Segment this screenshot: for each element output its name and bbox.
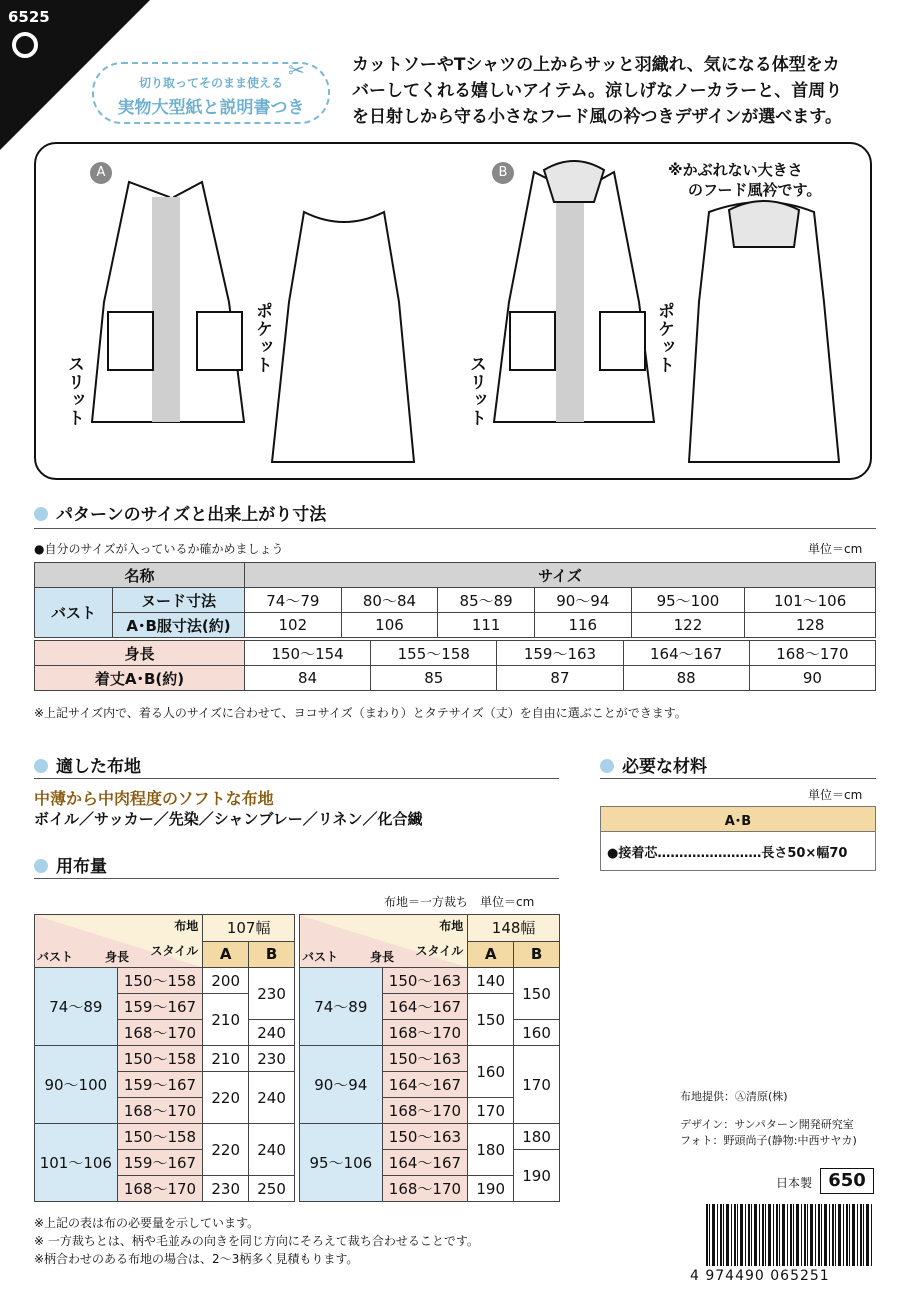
pocket-a-right: [197, 312, 242, 370]
height-range: 168〜170: [117, 1098, 203, 1124]
height-value: 155〜158: [371, 641, 497, 666]
yardage-a: 160: [468, 1046, 514, 1098]
credit-fabric: 布地提供：Ⓐ清原(株): [680, 1090, 788, 1103]
height-value: 164〜167: [623, 641, 749, 666]
yardage-a: 230: [203, 1176, 249, 1202]
yardage-b: 170: [514, 1046, 560, 1124]
materials-title-text: 必要な材料: [622, 757, 707, 777]
divider: [34, 778, 559, 779]
yardage-b: 240: [249, 1020, 295, 1046]
size-footnote: ※上記サイズ内で、着る人のサイズに合わせて、ヨコサイズ（まわり）とタテサイズ（丈）を自由に選ぶことができます。: [34, 706, 687, 720]
bust-range: 74〜89: [35, 968, 118, 1046]
barcode: [706, 1204, 872, 1270]
height-range: 164〜167: [382, 1072, 468, 1098]
length-value: 88: [623, 666, 749, 691]
height-range: 159〜167: [117, 994, 203, 1020]
fabric-highlight: 中薄から中肉程度のソフトな布地: [34, 789, 274, 808]
yardage-b: 230: [249, 968, 295, 1020]
intro-line: バーしてくれる嬉しいアイテム。涼しげなノーカラーと、首周り: [352, 81, 843, 101]
height-range: 168〜170: [382, 1098, 468, 1124]
yardage-footnote: ※上記の表は布の必要量を示しています。: [34, 1216, 260, 1230]
garment-value: 128: [745, 613, 876, 638]
style-b-label: B: [492, 162, 514, 184]
garment-value: 111: [438, 613, 535, 638]
yardage-corner-header: [35, 915, 203, 968]
height-range: 164〜167: [382, 1150, 468, 1176]
garment-value: 102: [245, 613, 342, 638]
size-check-note: ●自分のサイズが入っているか確かめましょう: [34, 542, 284, 556]
badge-line2: 実物大型紙と説明書つき: [117, 98, 305, 118]
size-section-title-text: パターンのサイズと出来上がり寸法: [56, 505, 327, 525]
fabric-title-text: 適した布地: [56, 757, 141, 777]
yardage-a: 210: [203, 1046, 249, 1072]
brand-logo-icon: [12, 32, 38, 58]
fabric-header-label: 布地: [439, 919, 464, 933]
garment-value: 122: [631, 613, 745, 638]
divider: [34, 878, 559, 879]
garment-value: 106: [341, 613, 438, 638]
slit-label-a: スリット: [64, 355, 84, 427]
height-range: 150〜158: [117, 1124, 203, 1150]
height-range: 168〜170: [382, 1176, 468, 1202]
height-range: 150〜158: [117, 968, 203, 994]
divider: [34, 528, 876, 529]
yardage-b: 230: [249, 1046, 295, 1072]
col-a: A: [468, 941, 514, 968]
fabric-section-title: [34, 752, 141, 777]
length-value: 87: [497, 666, 623, 691]
yardage-a: 220: [203, 1124, 249, 1176]
height-range: 150〜163: [382, 1124, 468, 1150]
bust-range: 101〜106: [35, 1124, 118, 1202]
height-range: 159〜167: [117, 1072, 203, 1098]
yardage-a: 170: [468, 1098, 514, 1124]
hood-note-line: のフード風衿です。: [688, 181, 822, 199]
nude-value: 80〜84: [341, 588, 438, 613]
yardage-a: 190: [468, 1176, 514, 1202]
height-table: [34, 640, 876, 691]
yardage-section-title: [34, 852, 107, 877]
height-label: 身長: [35, 641, 245, 666]
yardage-a: 180: [468, 1124, 514, 1176]
hood-collar-back: [729, 201, 799, 247]
pocket-label-b: ポケット: [654, 302, 674, 374]
bust-header-label: バスト: [302, 950, 339, 964]
yardage-footnote: ※柄合わせのある布地の場合は、2〜3柄多く見積もります。: [34, 1252, 359, 1266]
height-range: 150〜158: [117, 1046, 203, 1072]
yardage-b: 160: [514, 1020, 560, 1046]
hood-note-line: ※かぶれない大きさ: [668, 161, 803, 179]
col-a: A: [203, 941, 249, 968]
yardage-a: 150: [468, 994, 514, 1046]
vest-a-back: [272, 212, 414, 462]
yardage-title-text: 用布量: [56, 857, 107, 877]
height-range: 164〜167: [382, 994, 468, 1020]
badge-line1: 切り取ってそのまま使える: [138, 76, 283, 90]
style-header-label: スタイル: [415, 944, 464, 958]
yardage-b: 250: [249, 1176, 295, 1202]
style-header-label: スタイル: [150, 944, 199, 958]
hood-collar-front: [544, 161, 604, 202]
size-unit: 単位＝cm: [808, 542, 863, 556]
nude-value: 74〜79: [245, 588, 342, 613]
yardage-note: 布地＝一方裁ち 単位＝cm: [384, 895, 535, 909]
price: 650: [820, 1168, 874, 1194]
pocket-a-left: [108, 312, 153, 370]
yardage-b: 150: [514, 968, 560, 1020]
pocket-b-right: [600, 312, 645, 370]
yardage-b: 190: [514, 1150, 560, 1202]
yardage-a: 200: [203, 968, 249, 994]
fabric-width-148: 148幅: [468, 915, 560, 942]
length-value: 85: [371, 666, 497, 691]
height-range: 159〜167: [117, 1150, 203, 1176]
credit-design: デザイン：サンパターン開発研究室: [680, 1118, 854, 1131]
materials-section-title: [600, 752, 707, 777]
hood-note: [668, 160, 821, 200]
garment-value: 116: [534, 613, 631, 638]
pattern-number: 6525: [8, 8, 50, 26]
size-table-size-header: サイズ: [245, 563, 876, 588]
fabric-list: ボイル／サッカー／先染／シャンブレー／リネン／化合繊: [34, 810, 423, 828]
yardage-footnotes: [34, 1214, 479, 1268]
nude-value: 90〜94: [534, 588, 631, 613]
height-range: 150〜163: [382, 1046, 468, 1072]
materials-table: [600, 806, 876, 871]
materials-item: ●接着芯……………………長さ50×幅70: [601, 832, 876, 871]
vest-a-front-right: [169, 182, 244, 422]
scissors-icon: ✂: [288, 58, 305, 82]
yardage-footnote: ※ 一方裁ちとは、柄や毛並みの向きを同じ方向にそろえて裁ち合わせることです。: [34, 1234, 479, 1248]
height-header-label: 身長: [370, 950, 395, 964]
height-value: 159〜163: [497, 641, 623, 666]
length-value: 90: [749, 666, 875, 691]
height-value: 168〜170: [749, 641, 875, 666]
yardage-a: 220: [203, 1072, 249, 1124]
divider: [600, 778, 876, 779]
bust-range: 90〜94: [300, 1046, 383, 1124]
credit-photo: フォト：野頭尚子(静物:中西サヤカ): [680, 1134, 857, 1147]
length-label: 着丈A･B(約): [35, 666, 245, 691]
materials-unit: 単位＝cm: [808, 788, 863, 802]
vest-b-front-right: [574, 172, 654, 422]
nude-value: 85〜89: [438, 588, 535, 613]
height-header-label: 身長: [105, 950, 130, 964]
yardage-a: 140: [468, 968, 514, 994]
yardage-b: 240: [249, 1072, 295, 1124]
barcode-number: 4 974490 065251: [690, 1268, 830, 1284]
intro-line: カットソーやTシャツの上からサッと羽織れ、気になる体型をカ: [352, 55, 840, 75]
size-section-title: [34, 500, 326, 525]
fabric-header-label: 布地: [174, 919, 199, 933]
height-range: 168〜170: [117, 1176, 203, 1202]
bust-label: バスト: [35, 588, 113, 638]
yardage-b: 180: [514, 1124, 560, 1150]
height-range: 168〜170: [117, 1020, 203, 1046]
pocket-label-a: ポケット: [252, 302, 272, 374]
yardage-corner-header: [300, 915, 468, 968]
style-a-label: A: [90, 162, 112, 184]
yardage-a: 210: [203, 994, 249, 1046]
bust-range: 74〜89: [300, 968, 383, 1046]
nude-value: 95〜100: [631, 588, 745, 613]
intro-line: を日射しから守る小さなフード風の衿つきデザインが選べます。: [352, 107, 842, 127]
bust-range: 90〜100: [35, 1046, 118, 1124]
materials-header: A･B: [601, 807, 876, 832]
size-table-name-header: 名称: [35, 563, 245, 588]
slit-label-b: スリット: [466, 355, 486, 427]
height-range: 150〜163: [382, 968, 468, 994]
col-b: B: [514, 941, 560, 968]
yardage-table-107: [34, 914, 295, 1202]
height-range: 168〜170: [382, 1020, 468, 1046]
nude-value: 101〜106: [745, 588, 876, 613]
intro-text: [352, 52, 872, 130]
size-table: [34, 562, 876, 638]
length-value: 84: [245, 666, 371, 691]
nude-label: ヌード寸法: [113, 588, 245, 613]
yardage-table-148: [299, 914, 560, 1202]
bust-header-label: バスト: [37, 950, 74, 964]
pocket-b-left: [510, 312, 555, 370]
bust-range: 95〜106: [300, 1124, 383, 1202]
height-value: 150〜154: [245, 641, 371, 666]
fabric-width-107: 107幅: [203, 915, 295, 942]
col-b: B: [249, 941, 295, 968]
yardage-b: 240: [249, 1124, 295, 1176]
garment-label: A･B服寸法(約): [113, 613, 245, 638]
made-in: 日本製: [776, 1176, 813, 1190]
